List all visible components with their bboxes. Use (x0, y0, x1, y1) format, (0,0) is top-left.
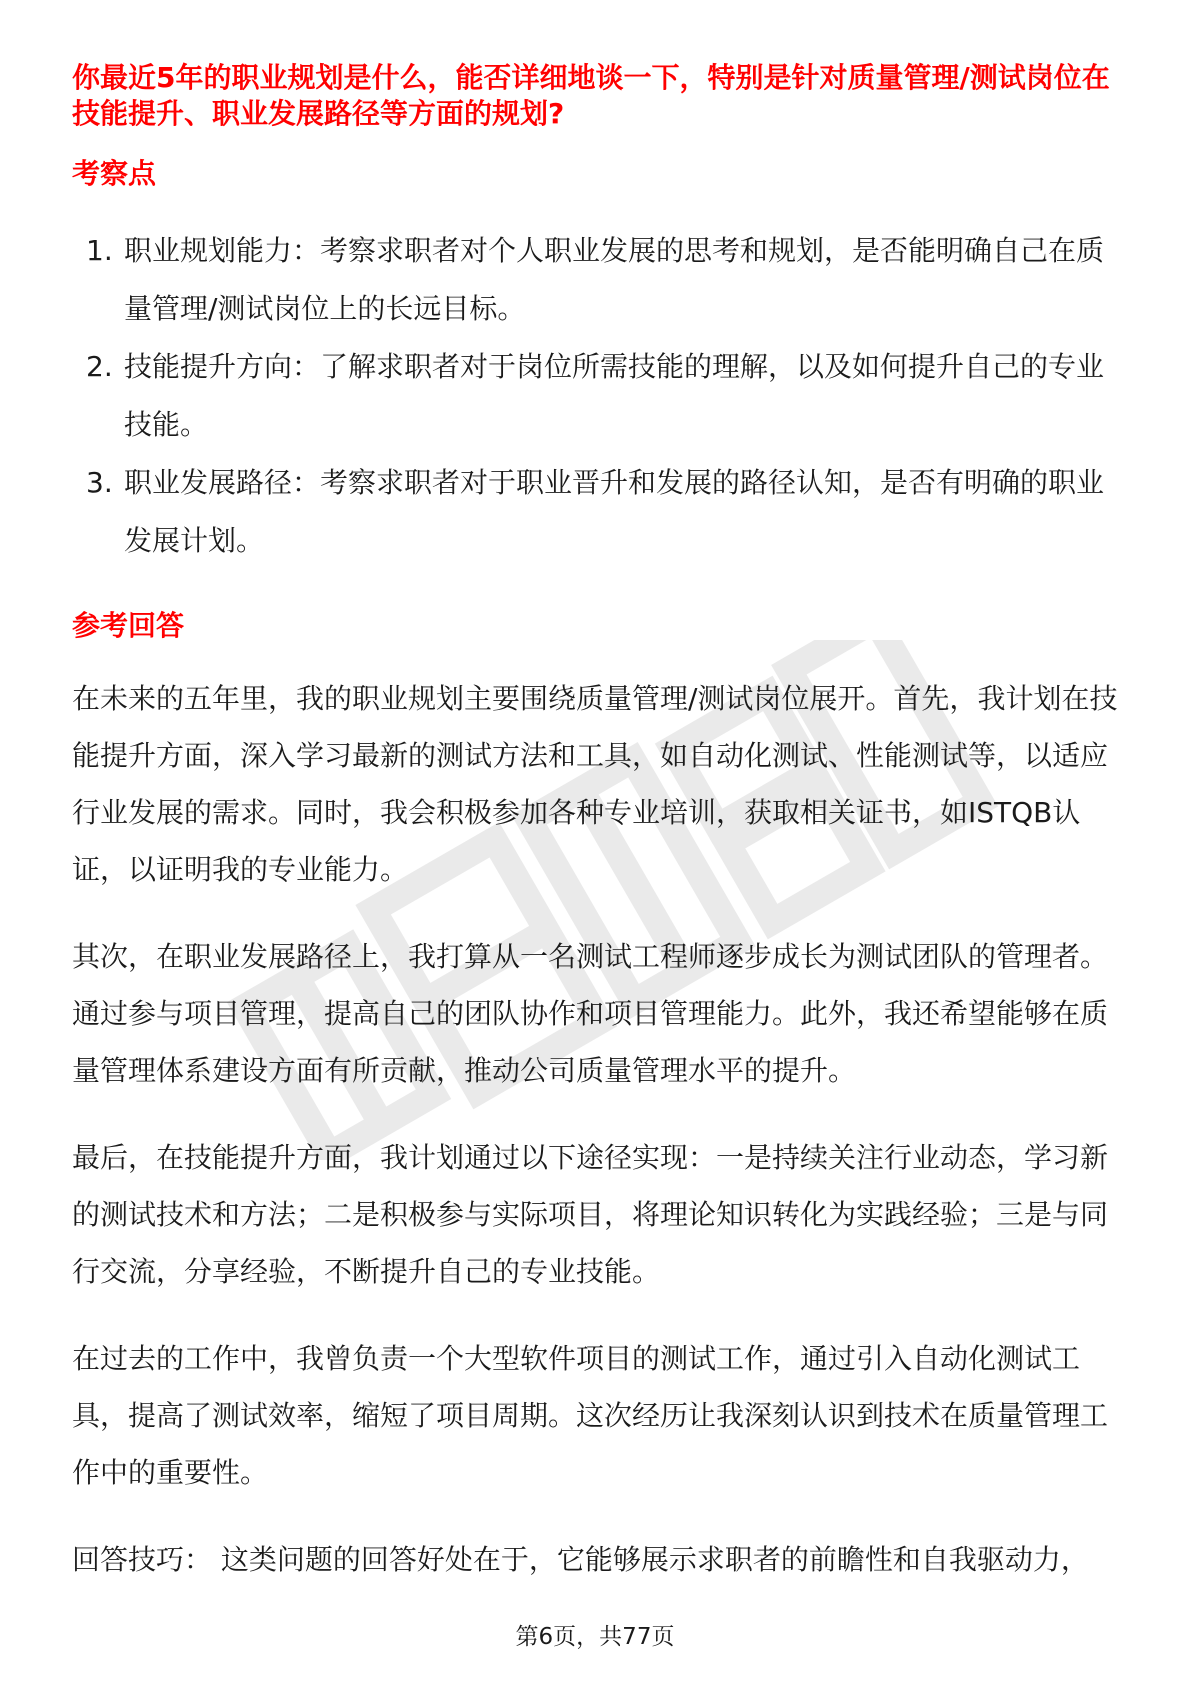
list-item (72, 222, 1122, 338)
points-list (72, 222, 1122, 570)
list-item-text: 职业规划能力：考察求职者对个人职业发展的思考和规划，是否能明确自己在质量管理/测试岗位上的长远目标。 (124, 234, 1105, 325)
list-item-number: 3. (86, 466, 113, 499)
document-page (72, 60, 1122, 1588)
list-item (72, 338, 1122, 454)
tips-paragraph: 回答技巧： 这类问题的回答好处在于，它能够展示求职者的前瞻性和自我驱动力， (72, 1543, 1089, 1576)
question-heading: 你最近5年的职业规划是什么，能否详细地谈一下，特别是针对质量管理/测试岗位在技能提升、职业发展路径等方面的规划? (72, 61, 1110, 130)
list-item-number: 1. (86, 234, 113, 267)
list-item (72, 454, 1122, 570)
list-item-number: 2. (86, 350, 113, 383)
answer-paragraph: 最后，在技能提升方面，我计划通过以下途径实现：一是持续关注行业动态，学习新的测试技术和方法；二是积极参与实际项目，将理论知识转化为实践经验；三是与同行交流，分享经验，不断提升自己的专业技能。 (72, 1141, 1109, 1288)
page-number-footer: 第6页，共77页 (515, 1624, 675, 1650)
answer-section-title: 参考回答 (72, 609, 185, 642)
answer-paragraph: 在过去的工作中，我曾负责一个大型软件项目的测试工作，通过引入自动化测试工具，提高了测试效率，缩短了项目周期。这次经历让我深刻认识到技术在质量管理工作中的重要性。 (72, 1342, 1109, 1489)
points-section-title: 考察点 (72, 157, 157, 190)
answer-paragraph: 在未来的五年里，我的职业规划主要围绕质量管理/测试岗位展开。首先，我计划在技能提升方面，深入学习最新的测试方法和工具，如自动化测试、性能测试等，以适应行业发展的需求。同时，我会积极参加各种专业培训，获取相关证书，如ISTQB认证，以证明我的专业能力。 (72, 682, 1118, 886)
answer-paragraph: 其次，在职业发展路径上，我打算从一名测试工程师逐步成长为测试团队的管理者。通过参与项目管理，提高自己的团队协作和项目管理能力。此外，我还希望能够在质量管理体系建设方面有所贡献，推动公司质量管理水平的提升。 (72, 940, 1109, 1087)
list-item-text: 职业发展路径：考察求职者对于职业晋升和发展的路径认知，是否有明确的职业发展计划。 (124, 466, 1105, 557)
list-item-text: 技能提升方向：了解求职者对于岗位所需技能的理解，以及如何提升自己的专业技能。 (124, 350, 1105, 441)
